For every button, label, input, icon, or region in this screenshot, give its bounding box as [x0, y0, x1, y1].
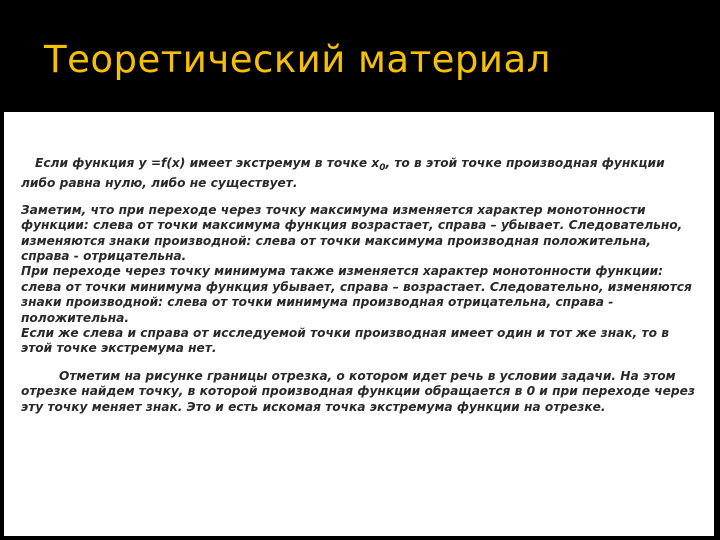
no-extremum-paragraph: Если же слева и справа от исследуемой точки производная имеет один и тот же знак, то в этой точке экстремума нет.: [21, 326, 669, 356]
para1-text-start: Если функция у =f(x) имеет экстремум в точке х: [35, 156, 380, 170]
maximum-paragraph: Заметим, что при переходе через точку максимума изменяется характер монотонности функции: слева от точки максимума функция возрастает, справа – убывает. Следовательно, изменяются знаки производной: слева от точки максимума производная положительна, справа - отрицательна.: [21, 202, 683, 264]
minimum-paragraph: При переходе через точку минимума также изменяется характер монотонности функции: слева от точки минимума функция убывает, справа – возрастает. Следовательно, изменяются знаки производной: слева от точки минимума производная отрицательна, справа - положительна.: [21, 264, 692, 325]
para1-subscript: 0: [379, 163, 386, 173]
slide-title: Теоретический материал: [44, 38, 551, 81]
segment-paragraph: Отметим на рисунке границы отрезка, о котором идет речь в условии задачи. На этом отрезке найдем точку, в которой производная функции обращается в 0 и при переходе через эту точку меняет знак. Это и есть искомая точка экстремума функции на отрезке.: [21, 368, 695, 414]
para1-text-end: , то в этой точке производная функции либо равна нулю, либо не существует.: [21, 156, 665, 191]
extremum-definition-paragraph: [21, 156, 703, 192]
theory-text: [21, 156, 703, 415]
title-bar: [0, 0, 720, 112]
content-page: [4, 112, 714, 536]
